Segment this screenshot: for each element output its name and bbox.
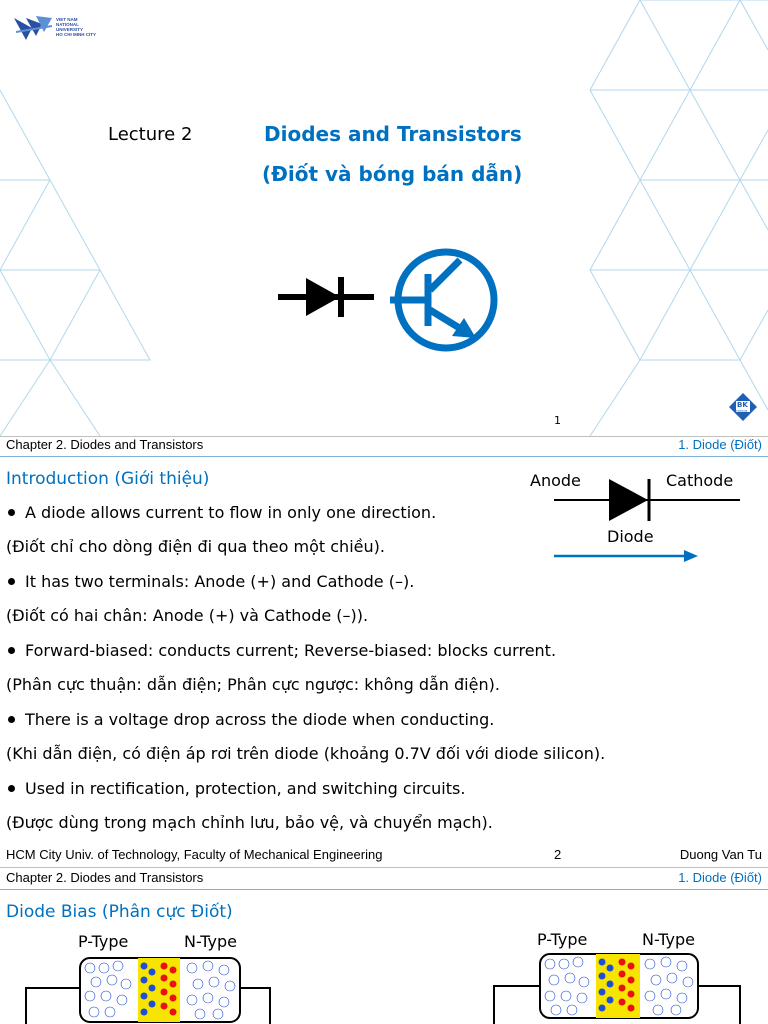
footer-page-number: 2	[554, 847, 562, 862]
header-rule	[0, 889, 768, 890]
chapter-header: Chapter 2. Diodes and Transistors	[6, 870, 204, 885]
header-rule	[0, 456, 768, 457]
slide-diode-bias	[0, 868, 768, 1024]
vnu-logo-mark-icon	[12, 14, 54, 42]
line-text: (Được dùng trong mạch chỉnh lưu, bảo vệ, và chuyển mạch).	[6, 813, 493, 832]
bk-logo-subtext: TP.HCM	[736, 409, 748, 413]
bullet-icon	[8, 578, 15, 585]
translation-line	[6, 675, 500, 694]
right-p-label: P-Type	[537, 930, 588, 949]
bk-logo	[728, 392, 758, 422]
translation-line	[6, 537, 385, 556]
bullet-icon	[8, 509, 15, 516]
line-text: (Điốt có hai chân: Anode (+) và Cathode (–)).	[6, 606, 369, 625]
line-text: Forward-biased: conducts current; Reverse-biased: blocks current.	[25, 641, 557, 660]
bullet-item	[6, 641, 556, 660]
anode-label: Anode	[530, 471, 581, 490]
left-n-label: N-Type	[184, 932, 238, 951]
line-text: A diode allows current to flow in only one direction.	[25, 503, 437, 522]
bullet-item	[6, 503, 436, 522]
translation-line	[6, 744, 605, 763]
bk-logo-text: BK	[737, 401, 748, 409]
bullet-item	[6, 710, 494, 729]
line-text: There is a voltage drop across the diode when conducting.	[25, 710, 495, 729]
logo-line-4: HO CHI MINH CITY	[56, 32, 96, 37]
line-text: (Phân cực thuận: dẫn điện; Phân cực ngược: không dẫn điện).	[6, 675, 500, 694]
cathode-label: Cathode	[666, 471, 734, 490]
line-text: It has two terminals: Anode (+) and Cathode (–).	[25, 572, 415, 591]
section-title: Introduction (Giới thiệu)	[6, 469, 210, 489]
slide-title: Diodes and Transistors	[264, 122, 522, 146]
pn-junction-reverse-icon	[492, 952, 746, 1024]
npn-transistor-icon	[386, 246, 510, 354]
pn-junction-forward-icon	[24, 956, 274, 1024]
logo-line-1: VIET NAM	[56, 17, 78, 22]
page-number: 1	[554, 414, 561, 427]
diode-caption: Diode	[607, 527, 654, 546]
line-text: (Khi dẫn điện, có điện áp rơi trên diode (khoảng 0.7V đối với diode silicon).	[6, 744, 606, 763]
current-direction-arrow-icon	[554, 549, 698, 563]
footer-institution: HCM City Univ. of Technology, Faculty of Mechanical Engineering	[6, 847, 383, 862]
translation-line	[6, 606, 368, 625]
translation-line	[6, 813, 493, 832]
line-text: (Điốt chỉ cho dòng điện đi qua theo một chiều).	[6, 537, 385, 556]
bullet-icon	[8, 716, 15, 723]
lecture-label: Lecture 2	[108, 124, 193, 145]
bullet-icon	[8, 785, 15, 792]
section-header: 1. Diode (Điốt)	[678, 870, 762, 885]
section-title: Diode Bias (Phân cực Điốt)	[6, 902, 233, 922]
line-text: Used in rectification, protection, and switching circuits.	[25, 779, 466, 798]
diode-symbol-icon	[278, 274, 374, 320]
slide-subtitle: (Điốt và bóng bán dẫn)	[262, 162, 523, 186]
diode-symbol-icon	[554, 477, 740, 527]
bullet-item	[6, 779, 465, 798]
chapter-header: Chapter 2. Diodes and Transistors	[6, 437, 204, 452]
right-n-label: N-Type	[642, 930, 696, 949]
footer-author: Duong Van Tu	[679, 847, 762, 862]
vnu-logo	[12, 14, 122, 44]
slide-diode-intro	[0, 437, 768, 867]
logo-line-2: NATIONAL	[56, 22, 79, 27]
diode-diagram	[526, 469, 768, 569]
logo-line-3: UNIVERSITY	[56, 27, 84, 32]
bullet-item	[6, 572, 414, 591]
triangle-lattice-decoration	[0, 0, 768, 436]
slide-title	[0, 0, 768, 436]
section-header: 1. Diode (Điốt)	[678, 437, 762, 452]
bullet-icon	[8, 647, 15, 654]
left-p-label: P-Type	[78, 932, 129, 951]
